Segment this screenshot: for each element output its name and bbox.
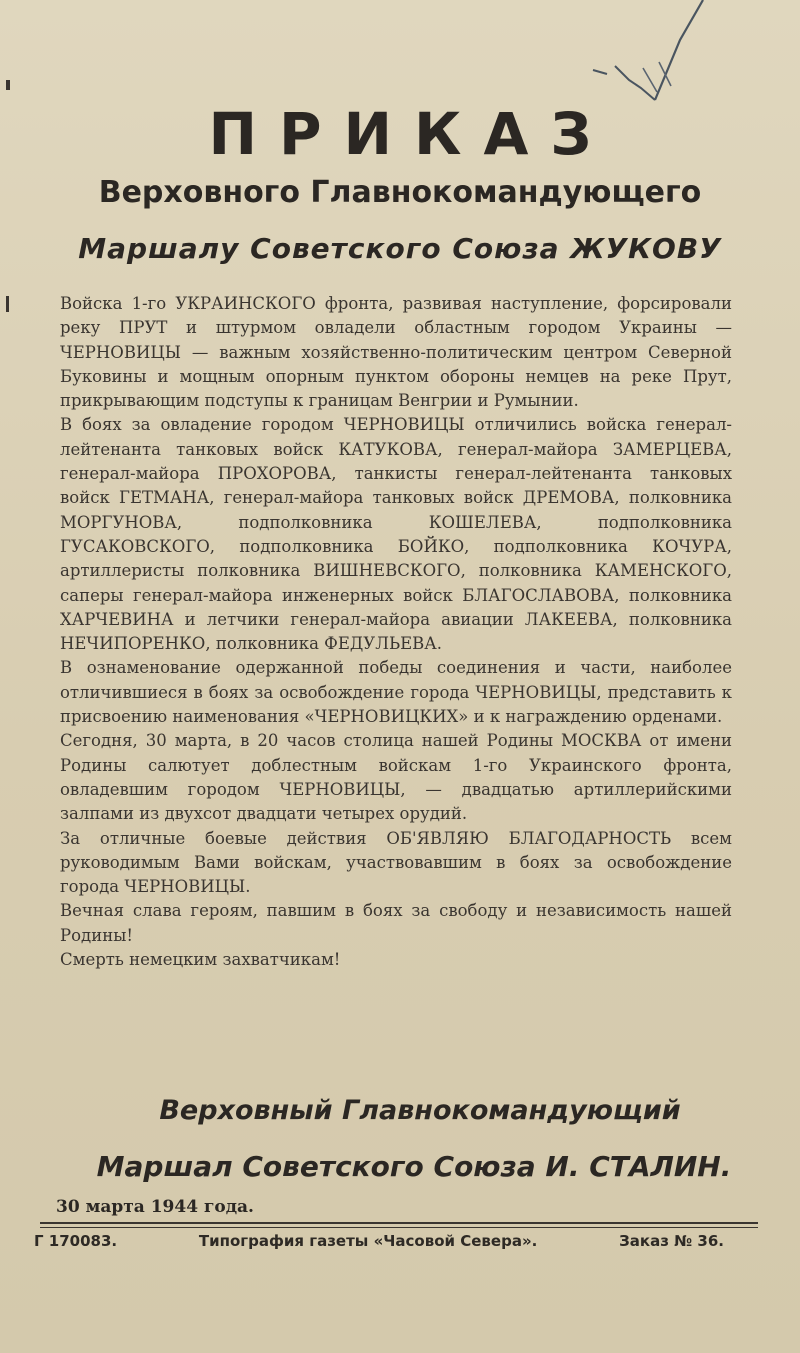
signature-name: Маршал Советского Союза И. СТАЛИН. <box>96 1150 732 1183</box>
paragraph: Войска 1-го УКРАИНСКОГО фронта, развивая наступление, форсировали реку ПРУТ и штурмом овладели областным городом Украины — ЧЕРНОВИЦЫ — важным хозяйственно-политическим центром Северной Буковины и мощным опорным пунктом обороны немцев на реке Прут, прикрывающим подступы к границам Венгрии и Румынии. <box>60 294 732 411</box>
order-body <box>60 292 732 972</box>
paragraph: За отличные боевые действия ОБ'ЯВЛЯЮ БЛАГОДАРНОСТЬ всем руководимым Вами войскам, участвовавшим в боях за освобождение города ЧЕРНОВИЦЫ. <box>60 828 732 897</box>
paragraph: Смерть немецким захватчикам! <box>60 950 341 970</box>
footer-divider <box>40 1227 758 1228</box>
margin-mark <box>6 296 9 312</box>
signature-title: Верховный Главнокомандующий <box>159 1095 681 1126</box>
document-subtitle: Верховного Главнокомандующего <box>98 175 702 210</box>
document-date: 30 марта 1944 года. <box>56 1197 254 1217</box>
document-addressee: Маршалу Советского Союза ЖУКОВУ <box>78 232 722 265</box>
footer-order: Заказ № 36. <box>619 1232 724 1250</box>
print-footer <box>34 1232 724 1250</box>
paragraph: Сегодня, 30 марта, в 20 часов столица нашей Родины МОСКВА от имени Родины салютует доблестным войскам 1-го Украинского фронта, овладевшим городом ЧЕРНОВИЦЫ, — двадцатью артиллерийскими залпами из двухсот двадцати четырех орудий. <box>60 731 732 824</box>
paragraph: В боях за овладение городом ЧЕРНОВИЦЫ отличились войска генерал-лейтенанта танковых войск КАТУКОВА, генерал-майора ЗАМЕРЦЕВА, генерал-майора ПРОХОРОВА, танкисты генерал-лейтенанта танковых войск ГЕТМАНА, генерал-майора танковых войск ДРЕМОВА, полковника МОРГУНОВА, подполковника КОШЕЛЕВА, подполковника ГУСАКОВСКОГО, подполковника БОЙКО, подполковника КОЧУРА, артиллеристы полковника ВИШНЕВСКОГО, полковника КАМЕНСКОГО, саперы генерал-майора инженерных войск БЛАГОСЛАВОВА, полковника ХАРЧЕВИНА и летчики генерал-майора авиации ЛАКЕЕВА, полковника НЕЧИПОРЕНКО, полковника ФЕДУЛЬЕВА. <box>60 415 732 654</box>
document-title: ПРИКАЗ <box>208 100 614 168</box>
footer-printer: Типография газеты «Часовой Севера». <box>198 1232 538 1250</box>
paragraph: В ознаменование одержанной победы соединения и части, наиболее отличившиеся в боях за освобождение города ЧЕРНОВИЦЫ, представить к присвоению наименования «ЧЕРНОВИЦКИХ» и к награждению орденами. <box>60 658 732 727</box>
paragraph: Вечная слава героям, павшим в боях за свободу и независимость нашей Родины! <box>60 901 732 945</box>
footer-divider <box>40 1222 758 1224</box>
margin-mark <box>6 80 10 90</box>
handwritten-check-mark <box>585 0 735 115</box>
footer-code: Г 170083. <box>34 1232 118 1250</box>
